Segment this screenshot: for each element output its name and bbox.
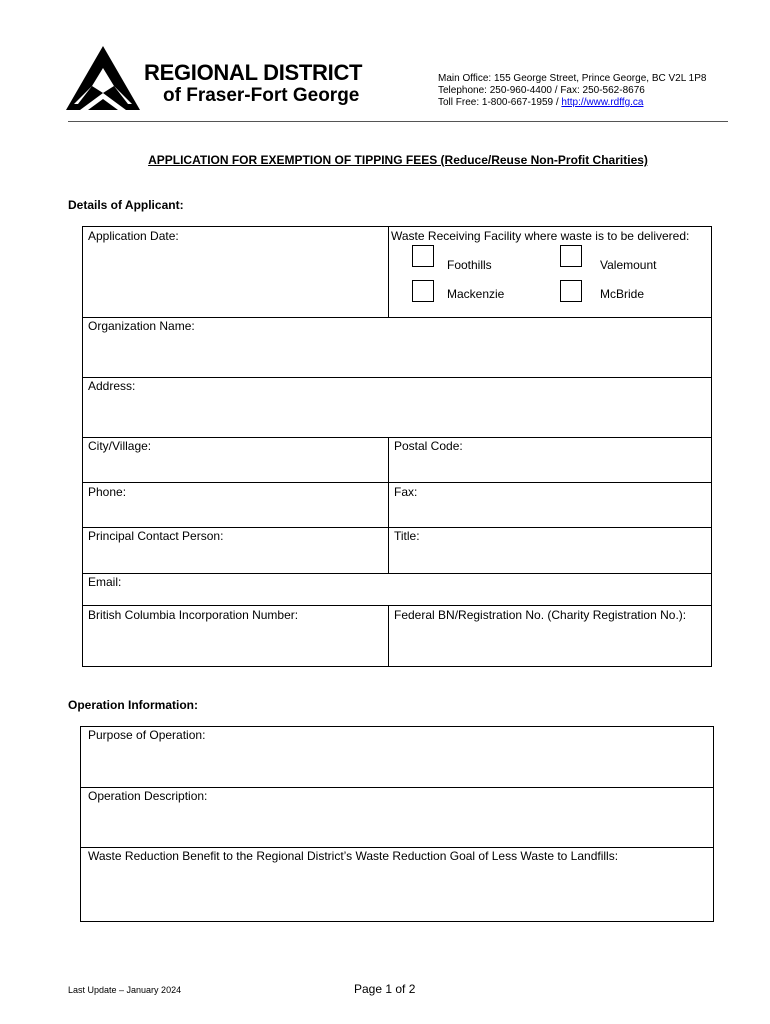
contact-toll-free <box>438 97 643 108</box>
operation-info-table <box>80 726 714 922</box>
mackenzie-checkbox[interactable] <box>412 280 434 302</box>
mackenzie-label: Mackenzie <box>447 287 505 301</box>
mcbride-label: McBride <box>600 287 645 301</box>
table-divider <box>388 226 389 317</box>
federal-bn-field[interactable]: Federal BN/Registration No. (Charity Registration No.): <box>394 608 687 622</box>
foothills-label: Foothills <box>447 258 492 272</box>
rdffg-logo-icon <box>66 46 140 112</box>
contact-title-field[interactable]: Title: <box>394 529 420 543</box>
email-field[interactable]: Email: <box>88 575 122 589</box>
valemount-label: Valemount <box>600 258 657 272</box>
section-heading-applicant: Details of Applicant: <box>68 198 184 212</box>
facility-label: Waste Receiving Facility where waste is to be delivered: <box>391 229 690 243</box>
page-number: Page 1 of 2 <box>354 982 416 996</box>
org-name-line2: of Fraser-Fort George <box>163 85 360 106</box>
foothills-checkbox[interactable] <box>412 245 434 267</box>
table-divider <box>82 573 712 574</box>
form-title: APPLICATION FOR EXEMPTION OF TIPPING FEES (Reduce/Reuse Non-Profit Charities) <box>148 153 648 167</box>
table-divider <box>80 847 714 848</box>
application-date-field[interactable]: Application Date: <box>88 229 179 243</box>
table-divider <box>82 482 712 483</box>
contact-main-office: Main Office: 155 George Street, Prince George, BC V2L 1P8 <box>438 73 707 84</box>
table-divider <box>388 437 389 573</box>
phone-field[interactable]: Phone: <box>88 485 127 499</box>
table-divider <box>82 527 712 528</box>
org-name-line1: REGIONAL DISTRICT <box>144 60 363 85</box>
valemount-checkbox[interactable] <box>560 245 582 267</box>
postal-code-field[interactable]: Postal Code: <box>394 439 463 453</box>
table-divider <box>388 605 389 667</box>
contact-telephone: Telephone: 250-960-4400 / Fax: 250-562-8676 <box>438 85 645 96</box>
table-divider <box>82 437 712 438</box>
header-divider <box>68 121 728 122</box>
section-heading-operation: Operation Information: <box>68 698 198 712</box>
table-divider <box>82 377 712 378</box>
toll-free-text: Toll Free: 1-800-667-1959 / <box>438 97 562 108</box>
bc-incorporation-field[interactable]: British Columbia Incorporation Number: <box>88 608 299 622</box>
table-divider <box>80 787 714 788</box>
address-field[interactable]: Address: <box>88 379 136 393</box>
mcbride-checkbox[interactable] <box>560 280 582 302</box>
contact-person-field[interactable]: Principal Contact Person: <box>88 529 224 543</box>
operation-description-field[interactable]: Operation Description: <box>88 789 208 803</box>
purpose-of-operation-field[interactable]: Purpose of Operation: <box>88 728 206 742</box>
fax-field[interactable]: Fax: <box>394 485 418 499</box>
last-update-text: Last Update – January 2024 <box>68 985 182 995</box>
table-divider <box>82 317 712 318</box>
city-village-field[interactable]: City/Village: <box>88 439 152 453</box>
organization-name-field[interactable]: Organization Name: <box>88 319 195 333</box>
waste-reduction-benefit-field[interactable]: Waste Reduction Benefit to the Regional District’s Waste Reduction Goal of Less Waste to Landfills: <box>88 849 619 863</box>
website-link[interactable]: http://www.rdffg.ca <box>561 97 644 108</box>
table-divider <box>82 605 712 606</box>
